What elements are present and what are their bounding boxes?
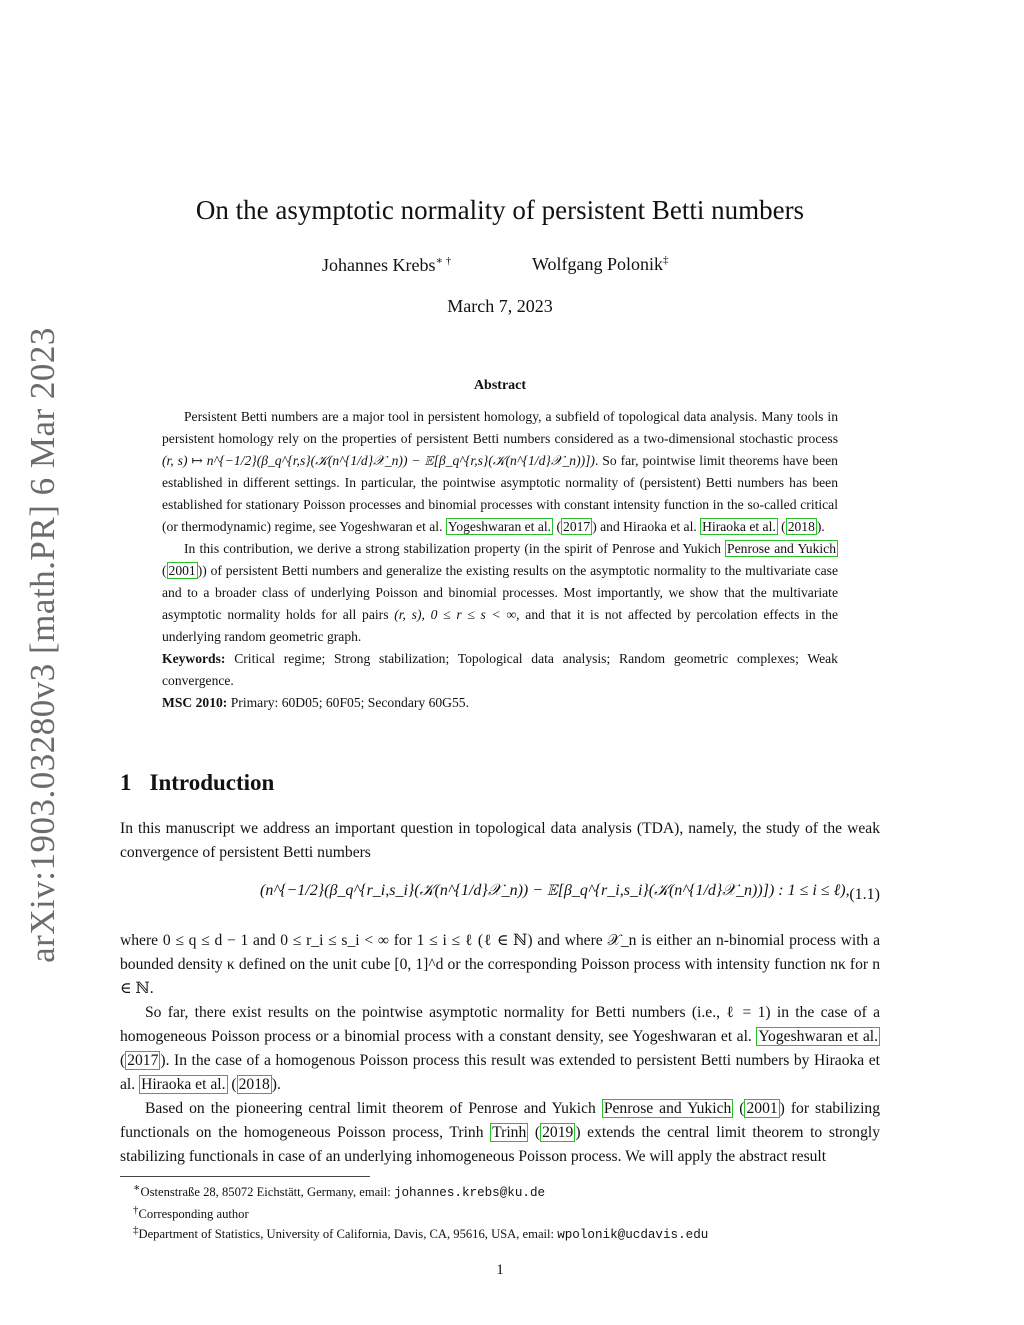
author-krebs [322,254,451,276]
author-marks: ‡ [663,254,669,266]
keywords-label: Keywords: [162,651,226,666]
section-number: 1 [120,770,132,795]
paper-title: On the asymptotic normality of persistent Betti numbers [195,195,805,225]
citation-year-link[interactable]: 2018 [238,1076,270,1093]
arxiv-stamp-text: arXiv:1903.03280v3 [math.PR] 6 Mar 2023 [23,327,63,963]
page-number: 1 [496,1262,504,1278]
intro-paragraph-2: where 0 ≤ q ≤ d − 1 and 0 ≤ r_i ≤ s_i < ∞ for 1 ≤ i ≤ ℓ (ℓ ∈ ℕ) and where 𝒳_n is either an n-binomial process with a bounded density κ defined on the unit cube [0, 1]^d or the corresponding Poisson process with intensity function nκ for n ∈ ℕ. [120,932,880,997]
citation-year-link[interactable]: 2001 [168,563,196,578]
msc-classification: MSC 2010: Primary: 60D05; 60F05; Secondary 60G55. [162,695,469,710]
citation-year-link[interactable]: 2001 [746,1100,778,1117]
citation-link[interactable]: Penrose and Yukich [727,541,836,556]
author-name: Johannes Krebs [322,255,436,275]
arxiv-stamp [12,327,74,963]
keywords: Keywords: Critical regime; Strong stabilization; Topological data analysis; Random geometric complexes; Weak convergence. [162,651,838,688]
citation-link[interactable]: Trinh [492,1124,527,1141]
abstract-paragraph-1: Persistent Betti numbers are a major tool in persistent homology, a subfield of topological data analysis. Many tools in persistent homology rely on the properties of persistent Betti numbers considered as a two-dimensional stochastic process (r, s) ↦ n^{−1/2}(β_q^{r,s}(𝒦(n^{1/d}𝒳_n)) − 𝔼[β_q^{r,s}(𝒦(n^{1/d}𝒳_n))]). So far, pointwise limit theorems have been established in different settings. In particular, the pointwise asymptotic normality of (persistent) Betti numbers has been established for stationary Poisson processes and binomial processes with constant intensity function in the so-called critical (or thermodynamic) regime, see Yogeshwaran et al. Yogeshwaran et al. ( 2017 ) and Hiraoka et al. Hiraoka et al. ( 2018 ). [162,409,838,534]
author-name: Wolfgang Polonik [532,254,664,274]
citation-year-link[interactable]: 2019 [542,1124,574,1141]
email-link[interactable]: wpolonik@ucdavis.edu [557,1228,709,1243]
pairs-formula: (r, s), 0 ≤ r ≤ s < ∞ [394,607,517,622]
citation-year-link[interactable]: 2018 [787,519,815,534]
intro-paragraph-1: In this manuscript we address an important question in topological data analysis (TDA), namely, the study of the weak convergence of persistent Betti numbers [120,820,880,861]
footnote-rule [120,1176,370,1177]
author-polonik [532,254,669,275]
author-marks: ∗ † [435,255,452,267]
citation-link[interactable]: Yogeshwaran et al. [447,519,552,534]
footnotes [133,1180,708,1244]
equation-number: (1.1) [849,886,880,903]
msc-label: MSC 2010: [162,695,228,710]
section-title: Introduction [149,770,275,795]
stochastic-process-formula: (r, s) ↦ n^{−1/2}(β_q^{r,s}(𝒦(n^{1/d}𝒳_n)) − 𝔼[β_q^{r,s}(𝒦(n^{1/d}𝒳_n))]) [162,453,595,468]
intro-paragraph-3: So far, there exist results on the pointwise asymptotic normality for Betti numbers (i.e., ℓ = 1) in the case of a homogeneous Poisson process or a binomial process with a constant density, see Yogeshwaran et al. Yogeshwaran et al. ( 2017 ). In the case of a homogenous Poisson process this result was extended to persistent Betti numbers by Hiraoka et al. Hiraoka et al. ( 2018 ). [120,1004,880,1093]
citation-year-link[interactable]: 2017 [563,519,591,534]
email-link[interactable]: johannes.krebs@ku.de [393,1186,546,1201]
citation-link[interactable]: Yogeshwaran et al. [758,1028,878,1045]
equation-content: (n^{−1/2}(β_q^{r_i,s_i}(𝒦(n^{1/d}𝒳_n)) − 𝔼[β_q^{r_i,s_i}(𝒦(n^{1/d}𝒳_n))]) : 1 ≤ i ≤ ℓ), [260,882,850,899]
citation-year-link[interactable]: 2017 [127,1052,159,1069]
citation-link[interactable]: Hiraoka et al. [141,1076,226,1093]
intro-body [120,929,880,1169]
footnote-1: ∗Ostenstraße 28, 85072 Eichstätt, Germany, email: johannes.krebs@ku.de [133,1182,546,1201]
abstract-body [162,406,838,714]
abstract-heading: Abstract [473,378,527,393]
abstract-paragraph-2: In this contribution, we derive a strong stabilization property (in the spirit of Penrose and Yukich Penrose and Yukich ( 2001 )) of persistent Betti numbers and generalize the existing results on the asymptotic normality to the multivariate case and to a broader class of underlying Poisson and binomial processes. Most importantly, we show that the multivariate asymptotic normality holds for all pairs (r, s), 0 ≤ r ≤ s < ∞, and that it is not affected by percolation effects in the underlying random geometric graph. [162,541,839,644]
footnote-2: †Corresponding author [133,1203,249,1221]
citation-link[interactable]: Penrose and Yukich [603,1100,732,1117]
equation-1-1 [120,878,880,912]
paper-date: March 7, 2023 [447,296,553,316]
footnote-3: ‡Department of Statistics, University of California, Davis, CA, 95616, USA, email: wpolonik@ucdavis.edu [133,1224,709,1243]
intro-paragraph-4: Based on the pioneering central limit theorem of Penrose and Yukich Penrose and Yukich ( 2001 ) for stabilizing functionals on the homogeneous Poisson process, Trinh Trinh ( 2019 ) extends the central limit theorem to strongly stabilizing functionals in case of an underlying inhomogeneous Poisson process. We will apply the abstract result [120,1100,881,1165]
citation-link[interactable]: Hiraoka et al. [702,519,776,534]
section-heading [120,770,274,796]
